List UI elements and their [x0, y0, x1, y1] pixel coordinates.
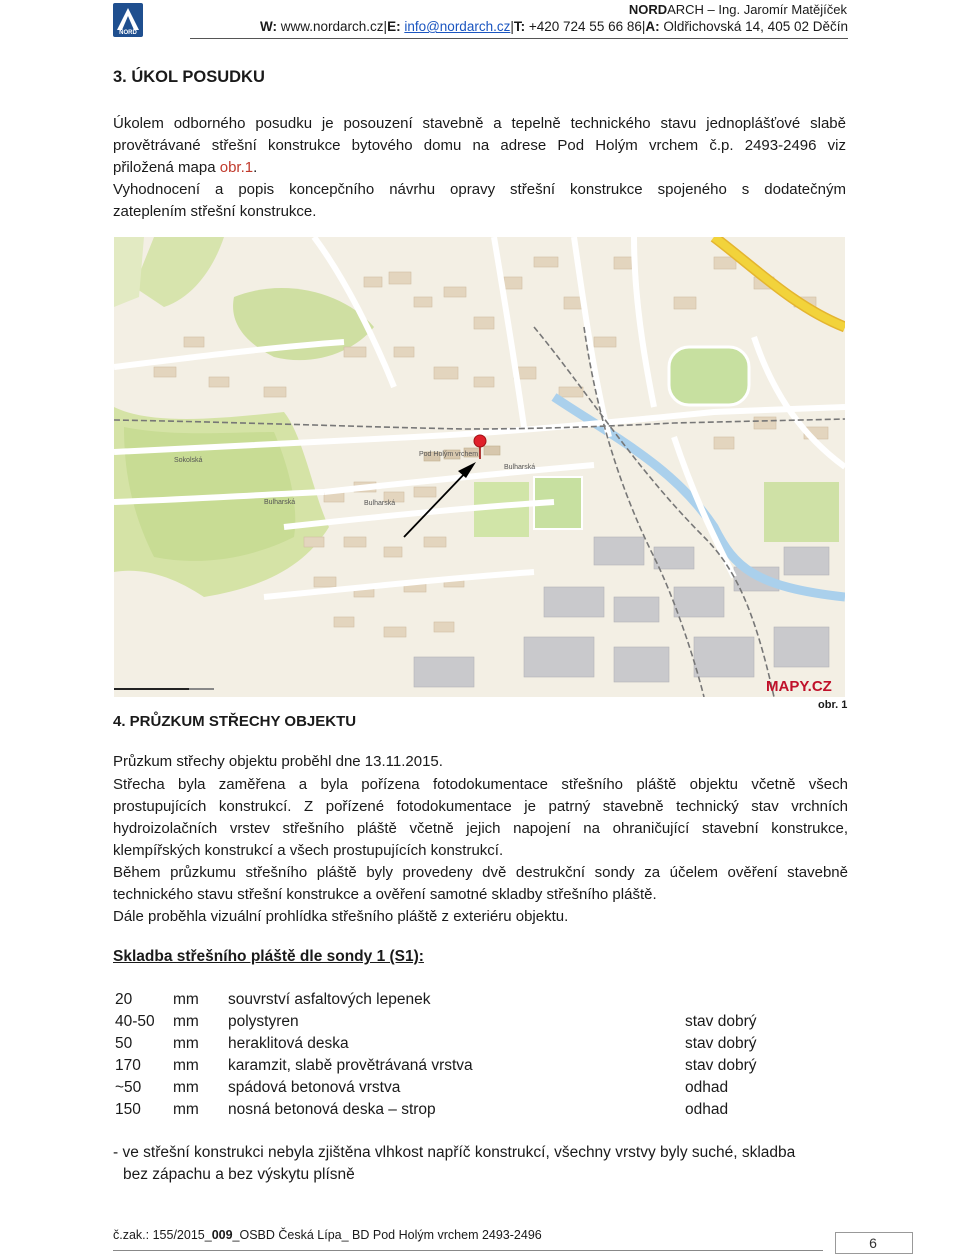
header-contact [260, 19, 848, 34]
footer-prefix: č.zak.: 155/2015_ [113, 1228, 212, 1242]
layer-thickness: 170 [115, 1057, 141, 1074]
email-link[interactable]: info@nordarch.cz [404, 19, 511, 34]
moisture-note-line-2: bez zápachu a bez výskytu plísně [123, 1166, 355, 1183]
street-label: Bulharská [364, 500, 396, 507]
header-divider [190, 38, 848, 39]
phone-value: +420 724 55 66 86 [528, 19, 642, 34]
layer-thickness: 50 [115, 1035, 133, 1052]
web-label: W: [259, 19, 277, 34]
survey-line-8: Dále proběhla vizuální prohlídka střešního pláště z exteriéru objektu. [113, 908, 569, 925]
layer-state: odhad [685, 1101, 729, 1118]
survey-line-5: klempířských konstrukcí a všech prostupujících konstrukcí. [113, 842, 504, 859]
separator: | [383, 19, 388, 34]
logo-text: NORD [119, 30, 137, 36]
page-number: 6 [869, 1235, 877, 1251]
survey-line-7: technického stavu střešní konstrukce a ověření samotné skladby střešního pláště. [113, 886, 657, 903]
street-label: Pod Holým vrchem [419, 451, 479, 458]
phone-label: T: [513, 19, 526, 34]
section3-title: 3. ÚKOL POSUDKU [113, 68, 265, 86]
address-value: Oldřichovská 14, 405 02 Děčín [663, 19, 848, 34]
intro-line-5: zateplením střešní konstrukce. [113, 203, 317, 220]
layer-state: stav dobrý [685, 1057, 757, 1074]
layers-title: Skladba střešního pláště dle sondy 1 (S1): [113, 948, 424, 965]
layer-thickness: 40-50 [115, 1013, 155, 1030]
footer-bold: 009 [211, 1228, 233, 1242]
layer-unit: mm [173, 1057, 199, 1074]
footer-suffix: _OSBD Česká Lípa_ BD Pod Holým vrchem 2493-2496 [232, 1228, 542, 1242]
brand-bold: NORD [628, 2, 668, 17]
layer-state: odhad [685, 1079, 729, 1096]
layer-row [113, 1013, 813, 1035]
layer-material: souvrství asfaltových lepenek [228, 991, 431, 1008]
separator: | [641, 19, 646, 34]
section4-title: 4. PRŮZKUM STŘECHY OBJEKTU [113, 713, 357, 730]
mapy-watermark: MAPY.CZ [766, 678, 832, 695]
intro-line-3 [113, 157, 846, 179]
intro-line-3-end: . [253, 159, 258, 176]
survey-line-1: Průzkum střechy objektu proběhl dne 13.11.2015. [113, 753, 443, 770]
layer-material: heraklitová deska [228, 1035, 349, 1052]
footer-divider [113, 1250, 823, 1251]
layer-row [113, 1079, 813, 1101]
layer-unit: mm [173, 1101, 199, 1118]
layer-row [113, 1057, 813, 1079]
intro-line-2: provětrávané střešní konstrukce bytového domu na adrese Pod Holým vrchem č.p. 2493-2496 viz [113, 137, 846, 154]
header-brand [629, 2, 847, 17]
survey-line-6: Během průzkumu střešního pláště byly provedeny dvě destrukční sondy za účelem ověření stavebně [113, 864, 848, 881]
map-caption: obr. 1 [818, 699, 848, 711]
layer-state: stav dobrý [685, 1013, 757, 1030]
layer-material: polystyren [228, 1013, 299, 1030]
survey-line-2: Střecha byla zaměřena a byla pořízena fotodokumentace střešního pláště objektu včetně všech [113, 776, 848, 793]
layer-thickness: 20 [115, 991, 133, 1008]
layer-row [113, 991, 813, 1013]
location-map [114, 237, 845, 697]
layer-material: karamzit, slabě provětrávaná vrstva [228, 1057, 473, 1074]
layer-unit: mm [173, 1013, 199, 1030]
layer-row [113, 1035, 813, 1057]
brand-rest: ARCH – Ing. Jaromír Matějíček [667, 2, 847, 17]
layer-thickness: 150 [115, 1101, 141, 1118]
intro-line-4: Vyhodnocení a popis koncepčního návrhu opravy střešní konstrukce spojeného s dodatečným [113, 181, 846, 198]
nordarch-logo [113, 3, 143, 37]
layer-thickness: ~50 [115, 1079, 142, 1096]
web-value[interactable]: www.nordarch.cz [280, 19, 384, 34]
footer-reference [113, 1228, 542, 1242]
survey-line-3: prostupujících konstrukcí. Z pořízené fotodokumentace je patrný stavebně technický stav vrchních [113, 798, 848, 815]
layer-unit: mm [173, 1079, 199, 1096]
street-label: Bulharská [504, 464, 536, 471]
survey-line-4: hydroizolačních vrstev střešního pláště včetně jejich napojení na ohraničující stavební konstrukce, [113, 820, 848, 837]
layer-unit: mm [173, 1035, 199, 1052]
layer-material: spádová betonová vrstva [228, 1079, 401, 1096]
address-label: A: [645, 19, 660, 34]
email-label: E: [387, 19, 401, 34]
layer-material: nosná betonová deska – strop [228, 1101, 436, 1118]
layer-state: stav dobrý [685, 1035, 757, 1052]
street-label: Sokolská [174, 457, 203, 464]
layer-unit: mm [173, 991, 199, 1008]
layer-row [113, 1101, 813, 1123]
separator: | [510, 19, 514, 34]
map-reference-link[interactable]: obr.1 [219, 159, 254, 176]
street-label: Bulharská [264, 499, 296, 506]
intro-line-3-text: přiložená mapa [113, 159, 220, 176]
intro-line-1: Úkolem odborného posudku je posouzení stavebně a tepelně technického stavu jednoplášťové slabě [113, 115, 846, 132]
moisture-note-line-1: - ve střešní konstrukci nebyla zjištěna vlhkost napříč konstrukcí, všechny vrstvy byly suché, skladba [113, 1144, 796, 1161]
